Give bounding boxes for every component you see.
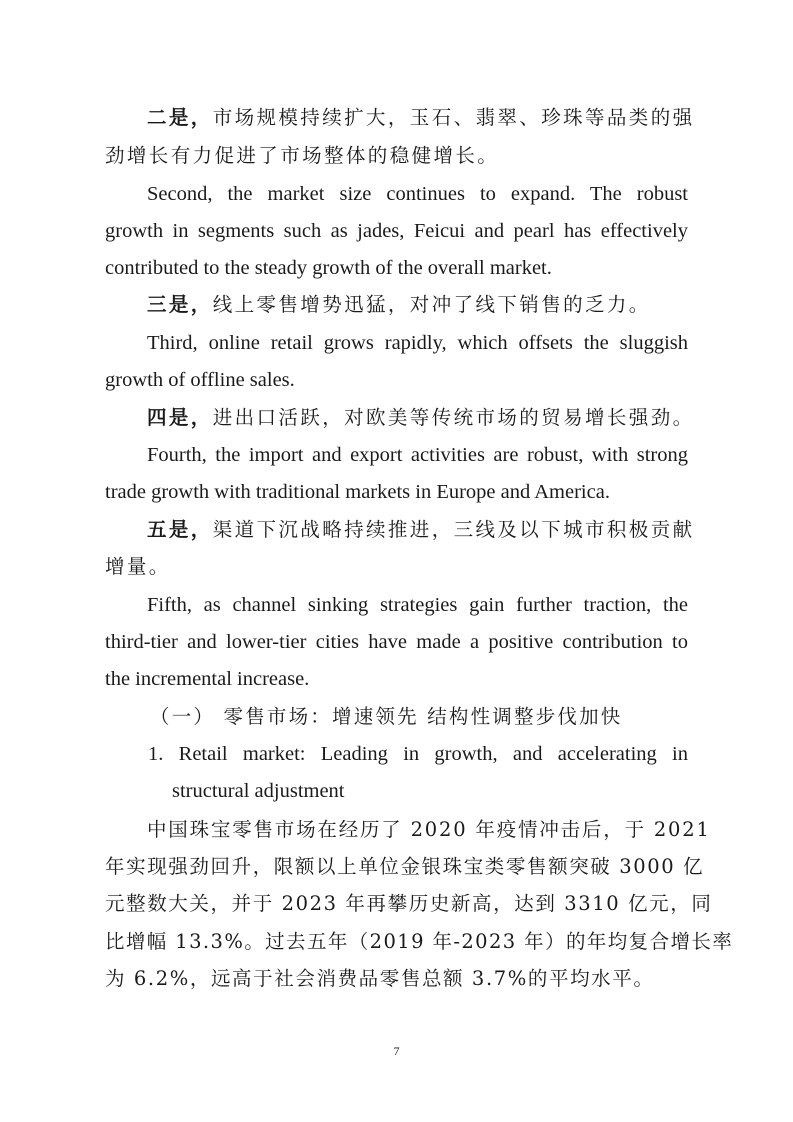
para-third-lead: 三是， [147, 293, 213, 316]
para-fifth-zh-line1 [105, 518, 695, 541]
para-fifth-en-line1: Fifth, as channel sinking strategies gain further traction, the [147, 594, 688, 616]
para-fourth-en-line1: Fourth, the import and export activities are robust, with strong [147, 444, 688, 466]
para-fifth-zh-text: 渠道下沉战略持续推进，三线及以下城市积极贡献 [212, 518, 695, 541]
section-heading-en-line2: structural adjustment [172, 780, 345, 802]
para-fourth-en-line2: trade growth with traditional markets in Europe and America. [105, 481, 610, 503]
para-third-zh-text: 线上零售增势迅猛，对冲了线下销售的乏力。 [212, 293, 651, 316]
para-third-en-line1: Third, online retail grows rapidly, which offsets the sluggish [147, 332, 688, 354]
para-second-en-line1: Second, the market size continues to expand. The robust [147, 183, 688, 205]
para-second-zh-line1 [105, 106, 695, 129]
body-zh-line4: 比增幅 13.3%。过去五年（2019 年-2023 年）的年均复合增长率 [105, 930, 734, 953]
para-second-zh-text: 市场规模持续扩大，玉石、翡翠、珍珠等品类的强 [212, 106, 695, 129]
para-second-lead: 二是， [147, 106, 213, 129]
para-second-zh-line2: 劲增长有力促进了市场整体的稳健增长。 [105, 144, 500, 167]
para-fourth-lead: 四是， [147, 406, 213, 429]
body-zh-line5: 为 6.2%，远高于社会消费品零售总额 3.7%的平均水平。 [105, 967, 655, 990]
para-fifth-zh-line2: 增量。 [105, 555, 171, 578]
para-fifth-en-line2: third-tier and lower-tier cities have made a positive contribution to [105, 631, 688, 653]
body-zh-line2: 年实现强劲回升，限额以上单位金银珠宝类零售额突破 3000 亿 [105, 855, 705, 878]
para-third-zh-line1 [105, 295, 688, 315]
section-heading-en-line1: 1. Retail market: Leading in growth, and accelerating in [148, 743, 688, 765]
para-fourth-zh-line1 [105, 406, 695, 429]
section-heading-zh: （一） 零售市场：增速领先 结构性调整步伐加快 [150, 705, 623, 728]
body-zh-line1: 中国珠宝零售市场在经历了 2020 年疫情冲击后，于 2021 [147, 818, 711, 841]
para-third-en-line2: growth of offline sales. [105, 369, 295, 391]
page-number: 7 [393, 1044, 400, 1058]
body-zh-line3: 元整数大关，并于 2023 年再攀历史新高，达到 3310 亿元，同 [105, 892, 713, 915]
para-fifth-en-line3: the incremental increase. [105, 668, 310, 690]
para-second-en-line3: contributed to the steady growth of the overall market. [105, 257, 552, 279]
para-fourth-zh-text: 进出口活跃，对欧美等传统市场的贸易增长强劲。 [212, 406, 695, 429]
para-fifth-lead: 五是， [147, 518, 213, 541]
para-second-en-line2: growth in segments such as jades, Feicui and pearl has effectively [105, 220, 688, 242]
